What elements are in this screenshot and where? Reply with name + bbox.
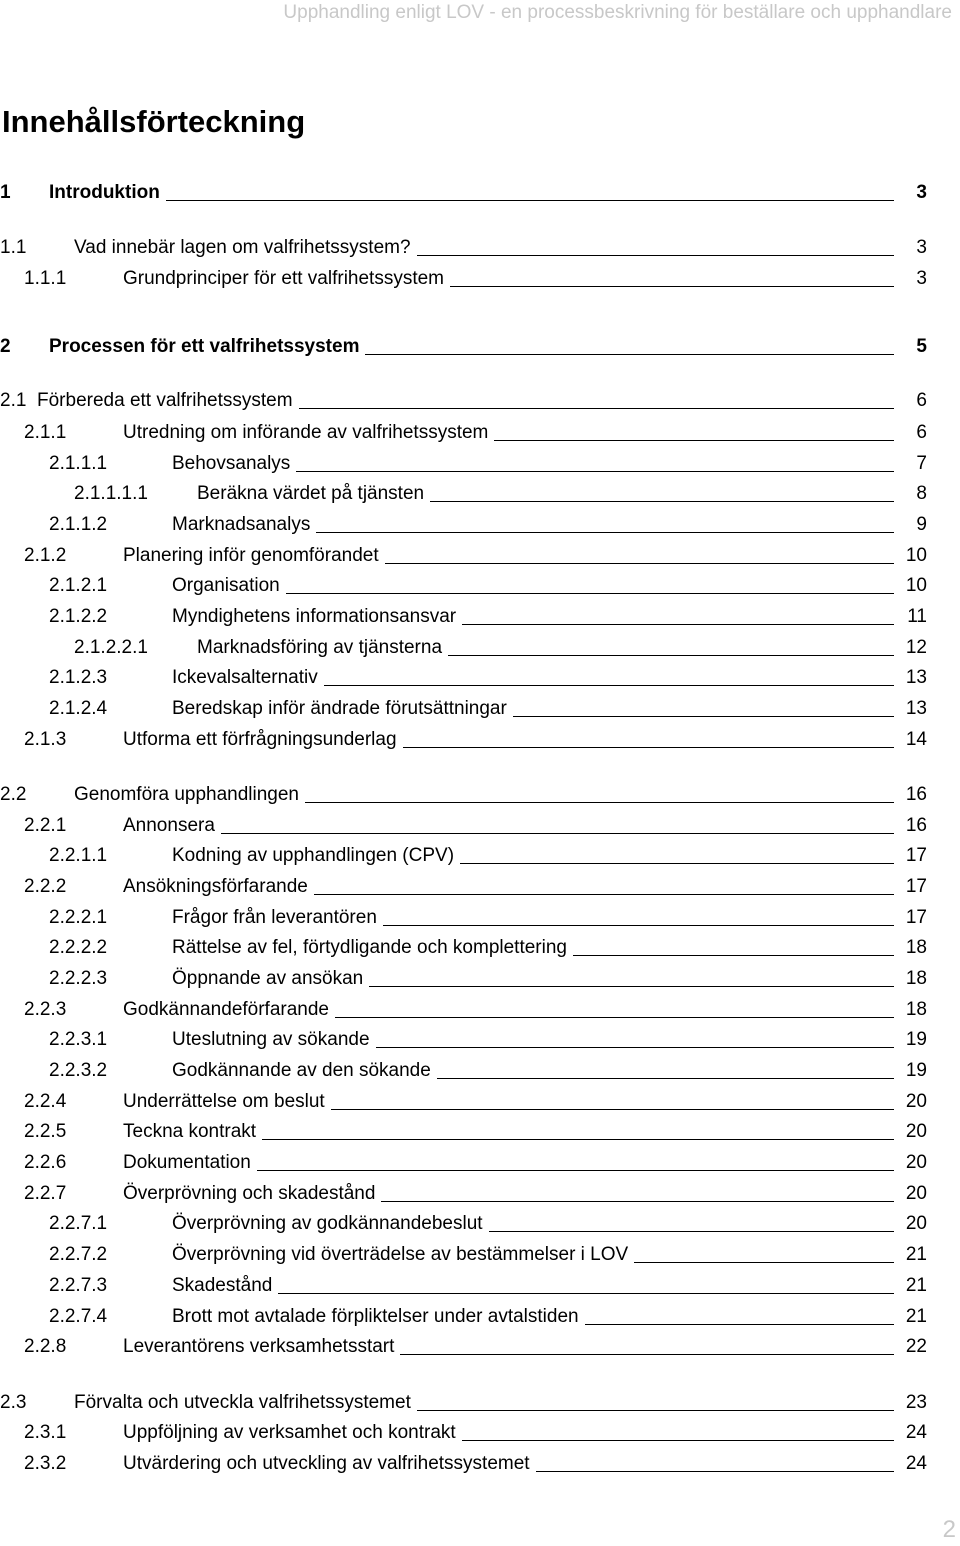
toc-entry-page: 20	[905, 1213, 927, 1234]
toc-leader-line	[262, 1139, 894, 1140]
toc-entry-page: 20	[905, 1121, 927, 1142]
toc-entry[interactable]	[0, 633, 960, 663]
toc-entry-number: 2.2.7	[24, 1183, 67, 1204]
toc-entry-page: 20	[905, 1091, 927, 1112]
toc-entry-title: Dokumentation	[123, 1152, 251, 1173]
toc-entry[interactable]	[0, 1240, 960, 1270]
toc-leader-line	[296, 471, 894, 472]
toc-leader-line	[450, 286, 894, 287]
toc-entry-title: Leverantörens verksamhetsstart	[123, 1336, 395, 1357]
toc-entry-title: Uppföljning av verksamhet och kontrakt	[123, 1422, 456, 1443]
toc-leader-line	[437, 1078, 894, 1079]
toc-entry-title: Överprövning och skadestånd	[123, 1183, 376, 1204]
running-header: Upphandling enligt LOV - en processbeskrivning för beställare och upphandlare	[283, 2, 952, 23]
toc-entry-title: Ansökningsförfarande	[123, 876, 308, 897]
toc-entry-number: 2.1.2.2	[49, 606, 108, 627]
toc-entry-number: 2.2.1.1	[49, 845, 108, 866]
toc-entry-title: Beräkna värdet på tjänsten	[197, 483, 425, 504]
toc-entry-title: Utvärdering och utveckling av valfrihetssystemet	[123, 1453, 530, 1474]
toc-leader-line	[299, 408, 894, 409]
toc-entry-page: 24	[905, 1422, 927, 1443]
toc-entry[interactable]	[0, 1209, 960, 1239]
toc-leader-line	[331, 1109, 894, 1110]
toc-entry-number: 2.1.1	[24, 422, 67, 443]
toc-entry-number: 1	[0, 182, 11, 203]
toc-entry[interactable]	[0, 1179, 960, 1209]
toc-entry[interactable]	[0, 1271, 960, 1301]
toc-leader-line	[257, 1170, 894, 1171]
toc-leader-line	[634, 1262, 894, 1263]
toc-leader-line	[335, 1017, 894, 1018]
toc-entry[interactable]	[0, 995, 960, 1025]
toc-entry-title: Marknadsanalys	[172, 514, 311, 535]
toc-entry-page: 8	[916, 483, 927, 504]
toc-entry[interactable]	[0, 1117, 960, 1147]
toc-entry[interactable]	[0, 841, 960, 871]
toc-entry-number: 2.1.2.3	[49, 667, 108, 688]
toc-entry-title: Vad innebär lagen om valfrihetssystem?	[74, 237, 411, 258]
toc-entry-number: 2.1.3	[24, 729, 67, 750]
toc-entry-page: 13	[905, 698, 927, 719]
toc-entry-title: Skadestånd	[172, 1275, 273, 1296]
toc-entry-page: 10	[905, 575, 927, 596]
toc-entry-page: 18	[905, 999, 927, 1020]
toc-entry[interactable]	[0, 449, 960, 479]
toc-leader-line	[324, 685, 894, 686]
toc-entry-number: 2.2.7.1	[49, 1213, 108, 1234]
toc-entry-title: Godkännande av den sökande	[172, 1060, 431, 1081]
toc-leader-line	[221, 833, 894, 834]
toc-leader-line	[278, 1293, 894, 1294]
toc-entry[interactable]	[0, 1332, 960, 1362]
toc-entry-title: Organisation	[172, 575, 280, 596]
toc-entry-page: 19	[905, 1029, 927, 1050]
toc-entry-number: 2.3.2	[24, 1453, 67, 1474]
toc-entry-page: 10	[905, 545, 927, 566]
toc-entry-title: Förbereda ett valfrihetssystem	[37, 390, 293, 411]
toc-entry-page: 20	[905, 1152, 927, 1173]
toc-entry-title: Brott mot avtalade förpliktelser under avtalstiden	[172, 1306, 579, 1327]
toc-entry[interactable]	[0, 418, 960, 448]
toc-entry-page: 17	[905, 845, 927, 866]
toc-leader-line	[513, 716, 894, 717]
toc-entry-number: 2.2.7.4	[49, 1306, 108, 1327]
toc-entry[interactable]	[0, 1148, 960, 1178]
toc-entry[interactable]	[0, 178, 960, 208]
toc-entry-number: 2.1.1.1	[49, 453, 108, 474]
toc-entry-title: Öppnande av ansökan	[172, 968, 364, 989]
toc-entry-number: 2.1	[0, 390, 27, 411]
toc-entry[interactable]	[0, 571, 960, 601]
toc-leader-line	[460, 863, 894, 864]
toc-leader-line	[448, 655, 894, 656]
toc-entry-page: 24	[905, 1453, 927, 1474]
toc-entry-page: 18	[905, 937, 927, 958]
toc-leader-line	[494, 440, 894, 441]
toc-entry-number: 2.2.2.2	[49, 937, 108, 958]
toc-entry-page: 14	[905, 729, 927, 750]
toc-entry-number: 2.2.1	[24, 815, 67, 836]
toc-leader-line	[430, 501, 894, 502]
toc-entry-number: 1.1.1	[24, 268, 67, 289]
toc-entry-title: Underrättelse om beslut	[123, 1091, 325, 1112]
toc-entry-page: 21	[905, 1306, 927, 1327]
toc-entry-page: 22	[905, 1336, 927, 1357]
toc-leader-line	[417, 255, 894, 256]
toc-entry-page: 5	[916, 336, 927, 357]
toc-leader-line	[462, 624, 894, 625]
toc-entry-number: 2.1.2	[24, 545, 67, 566]
toc-entry[interactable]	[0, 725, 960, 755]
toc-entry-number: 2.2.3.1	[49, 1029, 108, 1050]
toc-entry[interactable]	[0, 1056, 960, 1086]
toc-entry-page: 6	[916, 422, 927, 443]
toc-entry-number: 2.2.7.2	[49, 1244, 108, 1265]
toc-entry-page: 3	[916, 268, 927, 289]
toc-leader-line	[536, 1471, 894, 1472]
toc-leader-line	[316, 532, 894, 533]
toc-entry-page: 9	[916, 514, 927, 535]
toc-entry[interactable]	[0, 780, 960, 810]
toc-entry-title: Myndighetens informationsansvar	[172, 606, 457, 627]
toc-leader-line	[585, 1324, 894, 1325]
toc-entry-number: 2.2	[0, 784, 27, 805]
toc-entry-number: 2.1.2.2.1	[74, 637, 148, 658]
toc-leader-line	[403, 747, 894, 748]
toc-entry-page: 18	[905, 968, 927, 989]
toc-entry-page: 6	[916, 390, 927, 411]
toc-entry-number: 2.2.2	[24, 876, 67, 897]
toc-entry-page: 13	[905, 667, 927, 688]
toc-leader-line	[400, 1354, 894, 1355]
toc-entry-number: 2	[0, 336, 11, 357]
toc-entry-title: Genomföra upphandlingen	[74, 784, 300, 805]
toc-entry-title: Överprövning vid överträdelse av bestämmelser i LOV	[172, 1244, 629, 1265]
toc-entry-page: 3	[916, 182, 927, 203]
toc-entry[interactable]	[0, 663, 960, 693]
toc-entry-title: Godkännandeförfarande	[123, 999, 329, 1020]
toc-entry-title: Rättelse av fel, förtydligande och komplettering	[172, 937, 567, 958]
toc-entry-number: 2.2.8	[24, 1336, 67, 1357]
toc-entry-page: 11	[907, 606, 927, 627]
toc-entry-page: 20	[905, 1183, 927, 1204]
toc-entry-number: 2.3.1	[24, 1422, 67, 1443]
toc-entry-title: Planering inför genomförandet	[123, 545, 379, 566]
toc-entry-page: 16	[905, 784, 927, 805]
toc-entry-title: Frågor från leverantören	[172, 907, 377, 928]
toc-entry-title: Kodning av upphandlingen (CPV)	[172, 845, 455, 866]
page-number: 2	[942, 1516, 956, 1543]
toc-entry-number: 2.2.2.1	[49, 907, 108, 928]
toc-entry-number: 1.1	[0, 237, 27, 258]
toc-leader-line	[286, 593, 894, 594]
toc-entry[interactable]	[0, 811, 960, 841]
toc-entry-number: 2.1.1.1.1	[74, 483, 148, 504]
toc-entry-number: 2.1.2.1	[49, 575, 108, 596]
toc-entry-title: Introduktion	[49, 182, 160, 203]
toc-leader-line	[417, 1410, 894, 1411]
toc-entry-page: 17	[905, 907, 927, 928]
toc-entry-title: Marknadsföring av tjänsterna	[197, 637, 443, 658]
toc-entry-number: 2.2.7.3	[49, 1275, 108, 1296]
toc-entry[interactable]	[0, 1087, 960, 1117]
toc-entry-page: 3	[916, 237, 927, 258]
toc-entry[interactable]	[0, 541, 960, 571]
toc-entry-title: Utredning om införande av valfrihetssystem	[123, 422, 489, 443]
toc-entry[interactable]	[0, 694, 960, 724]
toc-leader-line	[314, 894, 894, 895]
toc-entry-title: Grundprinciper för ett valfrihetssystem	[123, 268, 445, 289]
toc-entry-title: Överprövning av godkännandebeslut	[172, 1213, 483, 1234]
toc-entry[interactable]	[0, 872, 960, 902]
toc-entry-number: 2.1.1.2	[49, 514, 108, 535]
toc-entry[interactable]	[0, 1388, 960, 1418]
toc-entry[interactable]	[0, 933, 960, 963]
toc-leader-line	[489, 1231, 894, 1232]
toc-entry[interactable]	[0, 264, 960, 294]
toc-entry-number: 2.2.6	[24, 1152, 67, 1173]
toc-entry[interactable]	[0, 964, 960, 994]
toc-entry[interactable]	[0, 479, 960, 509]
toc-entry-number: 2.3	[0, 1392, 27, 1413]
toc-entry[interactable]	[0, 386, 960, 416]
toc-leader-line	[305, 802, 894, 803]
toc-leader-line	[365, 354, 894, 355]
toc-entry[interactable]	[0, 1449, 960, 1479]
toc-entry-number: 2.2.3.2	[49, 1060, 108, 1081]
toc-entry-page: 12	[905, 637, 927, 658]
toc-entry-title: Förvalta och utveckla valfrihetssystemet	[74, 1392, 411, 1413]
toc-entry-title: Behovsanalys	[172, 453, 291, 474]
toc-leader-line	[381, 1201, 894, 1202]
toc-entry-page: 17	[905, 876, 927, 897]
toc-entry-page: 19	[905, 1060, 927, 1081]
toc-entry[interactable]	[0, 1302, 960, 1332]
toc-entry-title: Annonsera	[123, 815, 215, 836]
toc-leader-line	[166, 200, 894, 201]
toc-entry[interactable]	[0, 903, 960, 933]
toc-entry-title: Beredskap inför ändrade förutsättningar	[172, 698, 507, 719]
toc-entry-number: 2.2.5	[24, 1121, 67, 1142]
toc-entry-title: Ickevalsalternativ	[172, 667, 318, 688]
toc-leader-line	[376, 1047, 894, 1048]
toc-entry-page: 16	[905, 815, 927, 836]
toc-entry-page: 7	[916, 453, 927, 474]
toc-entry-number: 2.2.3	[24, 999, 67, 1020]
toc-leader-line	[385, 563, 894, 564]
toc-entry-title: Teckna kontrakt	[123, 1121, 257, 1142]
toc-leader-line	[383, 925, 894, 926]
toc-title: Innehållsförteckning	[2, 104, 306, 139]
toc-entry[interactable]	[0, 602, 960, 632]
toc-leader-line	[369, 986, 894, 987]
toc-entry[interactable]	[0, 233, 960, 263]
toc-entry[interactable]	[0, 1025, 960, 1055]
toc-entry-title: Uteslutning av sökande	[172, 1029, 370, 1050]
toc-entry-page: 21	[905, 1275, 927, 1296]
toc-entry[interactable]	[0, 332, 960, 362]
toc-entry-title: Utforma ett förfrågningsunderlag	[123, 729, 397, 750]
toc-entry-page: 23	[905, 1392, 927, 1413]
toc-entry[interactable]	[0, 510, 960, 540]
toc-leader-line	[462, 1440, 894, 1441]
toc-entry-page: 21	[905, 1244, 927, 1265]
toc-entry-title: Processen för ett valfrihetssystem	[49, 336, 360, 357]
toc-entry[interactable]	[0, 1418, 960, 1448]
toc-entry-number: 2.2.4	[24, 1091, 67, 1112]
toc-entry-number: 2.2.2.3	[49, 968, 108, 989]
toc-entry-number: 2.1.2.4	[49, 698, 108, 719]
toc-leader-line	[573, 955, 894, 956]
